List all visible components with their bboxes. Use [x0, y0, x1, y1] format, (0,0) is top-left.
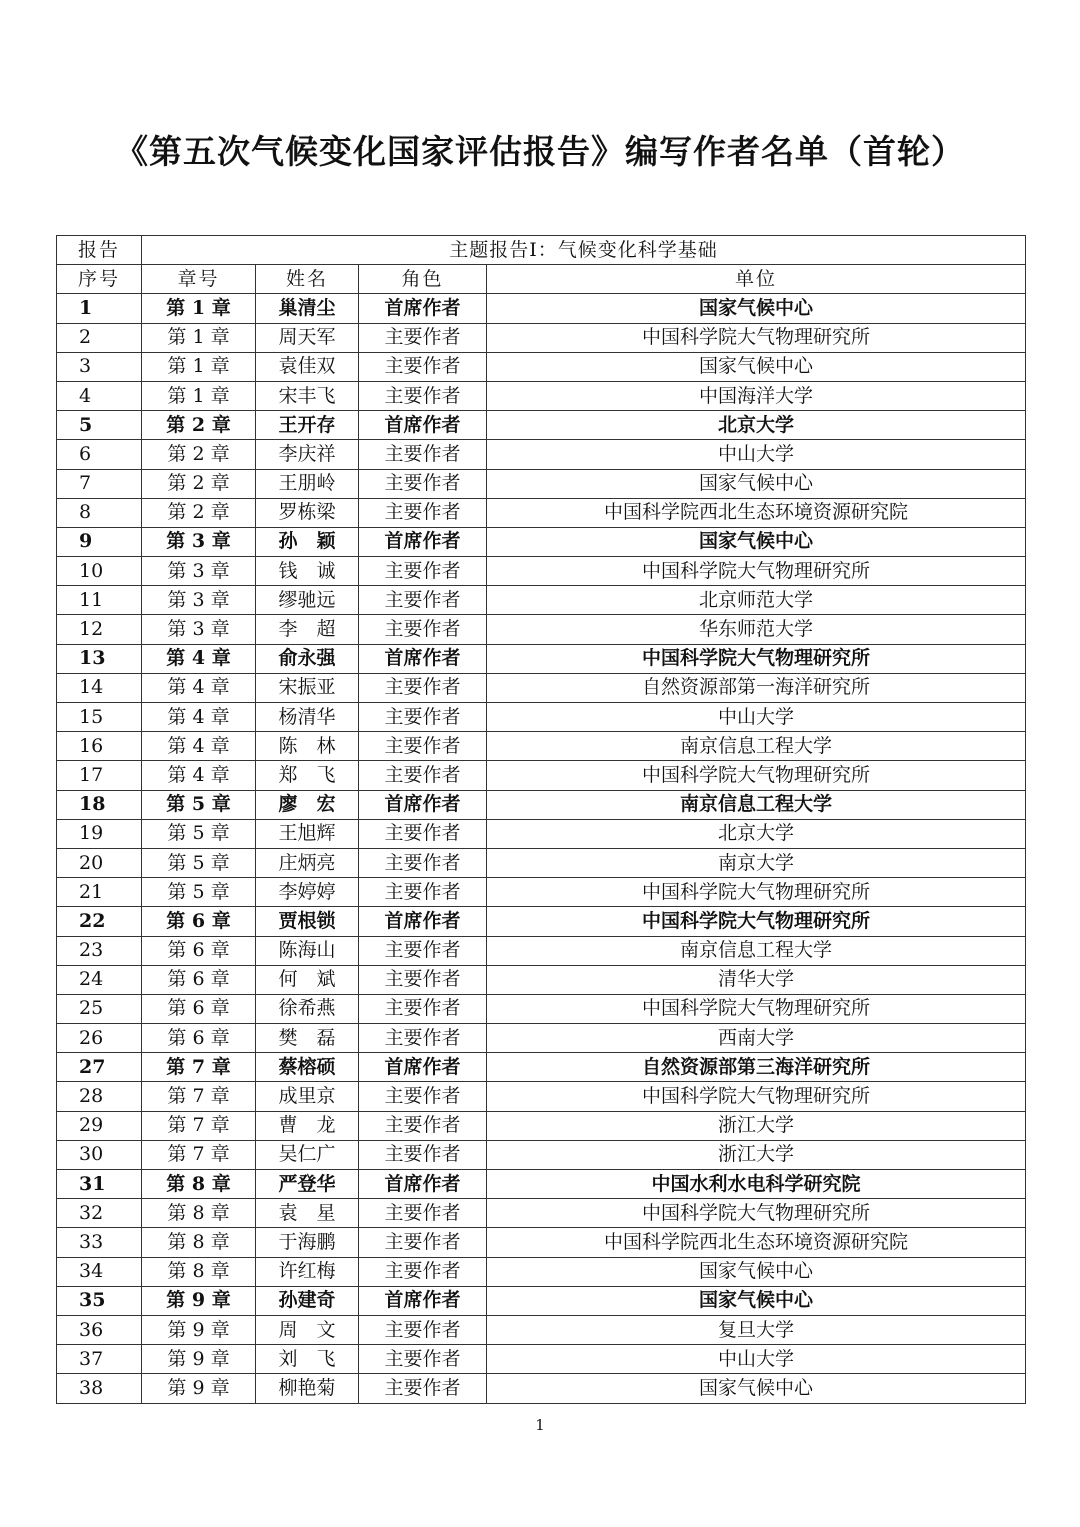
- cell-chapter: 第 5 章: [142, 819, 256, 848]
- table-row: [57, 1228, 1026, 1257]
- cell-chapter: 第 2 章: [142, 469, 256, 498]
- cell-chapter: 第 3 章: [142, 557, 256, 586]
- cell-name: 徐希燕: [256, 994, 359, 1023]
- cell-no: 1: [57, 294, 142, 323]
- cell-no: 28: [57, 1082, 142, 1111]
- cell-unit: 中国水利水电科学研究院: [487, 1170, 1026, 1199]
- cell-unit: 自然资源部第三海洋研究所: [487, 1053, 1026, 1082]
- cell-role: 首席作者: [359, 790, 487, 819]
- table-row: [57, 673, 1026, 702]
- cell-unit: 中山大学: [487, 703, 1026, 732]
- cell-no: 32: [57, 1199, 142, 1228]
- cell-unit: 清华大学: [487, 965, 1026, 994]
- cell-no: 25: [57, 994, 142, 1023]
- cell-role: 主要作者: [359, 994, 487, 1023]
- cell-role: 主要作者: [359, 323, 487, 352]
- cell-unit: 浙江大学: [487, 1111, 1026, 1140]
- table-row: [57, 615, 1026, 644]
- cell-name: 宋丰飞: [256, 381, 359, 410]
- cell-role: 主要作者: [359, 732, 487, 761]
- cell-role: 首席作者: [359, 527, 487, 556]
- cell-name: 何 斌: [256, 965, 359, 994]
- cell-chapter: 第 3 章: [142, 586, 256, 615]
- cell-no: 3: [57, 352, 142, 381]
- cell-chapter: 第 6 章: [142, 907, 256, 936]
- column-header-role: 角色: [359, 265, 487, 294]
- cell-name: 严登华: [256, 1170, 359, 1199]
- cell-role: 主要作者: [359, 936, 487, 965]
- table-row: [57, 557, 1026, 586]
- cell-no: 23: [57, 936, 142, 965]
- cell-unit: 南京信息工程大学: [487, 732, 1026, 761]
- cell-name: 陈 林: [256, 732, 359, 761]
- cell-unit: 国家气候中心: [487, 352, 1026, 381]
- cell-name: 罗栋梁: [256, 498, 359, 527]
- cell-name: 樊 磊: [256, 1024, 359, 1053]
- cell-no: 20: [57, 848, 142, 877]
- cell-name: 贾根锁: [256, 907, 359, 936]
- cell-role: 主要作者: [359, 1374, 487, 1403]
- cell-no: 27: [57, 1053, 142, 1082]
- cell-chapter: 第 9 章: [142, 1345, 256, 1374]
- author-table: [56, 235, 1026, 1404]
- cell-chapter: 第 3 章: [142, 615, 256, 644]
- cell-name: 宋振亚: [256, 673, 359, 702]
- table-row: [57, 469, 1026, 498]
- cell-role: 首席作者: [359, 907, 487, 936]
- cell-chapter: 第 6 章: [142, 994, 256, 1023]
- cell-role: 首席作者: [359, 294, 487, 323]
- report-header-row: [57, 236, 1026, 265]
- cell-name: 俞永强: [256, 644, 359, 673]
- cell-name: 周 文: [256, 1315, 359, 1344]
- column-header-unit: 单位: [487, 265, 1026, 294]
- cell-role: 主要作者: [359, 440, 487, 469]
- cell-unit: 中国科学院大气物理研究所: [487, 761, 1026, 790]
- cell-no: 30: [57, 1140, 142, 1169]
- cell-no: 14: [57, 673, 142, 702]
- table-row: [57, 703, 1026, 732]
- cell-chapter: 第 3 章: [142, 527, 256, 556]
- page-title: 《第五次气候变化国家评估报告》编写作者名单（首轮）: [115, 132, 965, 171]
- cell-no: 21: [57, 878, 142, 907]
- cell-role: 主要作者: [359, 1024, 487, 1053]
- cell-no: 37: [57, 1345, 142, 1374]
- cell-role: 主要作者: [359, 819, 487, 848]
- cell-unit: 浙江大学: [487, 1140, 1026, 1169]
- cell-chapter: 第 7 章: [142, 1140, 256, 1169]
- cell-no: 31: [57, 1170, 142, 1199]
- cell-role: 主要作者: [359, 1315, 487, 1344]
- cell-role: 主要作者: [359, 1111, 487, 1140]
- cell-role: 主要作者: [359, 1228, 487, 1257]
- cell-unit: 北京师范大学: [487, 586, 1026, 615]
- table-row: [57, 790, 1026, 819]
- cell-chapter: 第 4 章: [142, 761, 256, 790]
- table-row: [57, 994, 1026, 1023]
- table-row: [57, 323, 1026, 352]
- cell-no: 2: [57, 323, 142, 352]
- cell-unit: 中山大学: [487, 1345, 1026, 1374]
- cell-unit: 南京大学: [487, 848, 1026, 877]
- cell-unit: 中国科学院西北生态环境资源研究院: [487, 498, 1026, 527]
- table-row: [57, 1286, 1026, 1315]
- cell-no: 12: [57, 615, 142, 644]
- cell-unit: 中国科学院大气物理研究所: [487, 1199, 1026, 1228]
- cell-chapter: 第 8 章: [142, 1257, 256, 1286]
- table-row: [57, 1111, 1026, 1140]
- table-row: [57, 1140, 1026, 1169]
- table-row: [57, 586, 1026, 615]
- cell-chapter: 第 2 章: [142, 440, 256, 469]
- cell-chapter: 第 7 章: [142, 1082, 256, 1111]
- table-row: [57, 498, 1026, 527]
- cell-chapter: 第 1 章: [142, 294, 256, 323]
- cell-chapter: 第 4 章: [142, 644, 256, 673]
- cell-name: 庄炳亮: [256, 848, 359, 877]
- cell-role: 主要作者: [359, 1257, 487, 1286]
- column-header-row: [57, 265, 1026, 294]
- cell-name: 李庆祥: [256, 440, 359, 469]
- table-row: [57, 1315, 1026, 1344]
- cell-no: 18: [57, 790, 142, 819]
- cell-name: 刘 飞: [256, 1345, 359, 1374]
- cell-name: 袁 星: [256, 1199, 359, 1228]
- cell-role: 首席作者: [359, 1286, 487, 1315]
- cell-name: 吴仁广: [256, 1140, 359, 1169]
- cell-role: 主要作者: [359, 965, 487, 994]
- cell-chapter: 第 2 章: [142, 498, 256, 527]
- table-row: [57, 1170, 1026, 1199]
- cell-chapter: 第 6 章: [142, 936, 256, 965]
- cell-unit: 西南大学: [487, 1024, 1026, 1053]
- cell-name: 王开存: [256, 411, 359, 440]
- cell-no: 17: [57, 761, 142, 790]
- table-row: [57, 732, 1026, 761]
- cell-role: 主要作者: [359, 615, 487, 644]
- cell-no: 16: [57, 732, 142, 761]
- column-header-name: 姓名: [256, 265, 359, 294]
- cell-no: 13: [57, 644, 142, 673]
- cell-no: 10: [57, 557, 142, 586]
- cell-no: 11: [57, 586, 142, 615]
- cell-chapter: 第 4 章: [142, 732, 256, 761]
- table-row: [57, 294, 1026, 323]
- table-row: [57, 907, 1026, 936]
- column-header-no: 序号: [57, 265, 142, 294]
- cell-no: 15: [57, 703, 142, 732]
- table-row: [57, 440, 1026, 469]
- column-header-chapter: 章号: [142, 265, 256, 294]
- table-row: [57, 1345, 1026, 1374]
- cell-no: 36: [57, 1315, 142, 1344]
- cell-name: 成里京: [256, 1082, 359, 1111]
- cell-no: 5: [57, 411, 142, 440]
- cell-no: 35: [57, 1286, 142, 1315]
- cell-unit: 国家气候中心: [487, 1286, 1026, 1315]
- cell-no: 4: [57, 381, 142, 410]
- cell-chapter: 第 8 章: [142, 1170, 256, 1199]
- cell-chapter: 第 6 章: [142, 965, 256, 994]
- cell-unit: 中国科学院大气物理研究所: [487, 878, 1026, 907]
- cell-unit: 中国海洋大学: [487, 381, 1026, 410]
- cell-unit: 中国科学院大气物理研究所: [487, 323, 1026, 352]
- cell-role: 主要作者: [359, 586, 487, 615]
- cell-chapter: 第 7 章: [142, 1111, 256, 1140]
- table-row: [57, 527, 1026, 556]
- cell-unit: 国家气候中心: [487, 527, 1026, 556]
- table-row: [57, 411, 1026, 440]
- cell-unit: 国家气候中心: [487, 1257, 1026, 1286]
- cell-name: 李 超: [256, 615, 359, 644]
- cell-chapter: 第 9 章: [142, 1374, 256, 1403]
- cell-unit: 北京大学: [487, 819, 1026, 848]
- cell-unit: 国家气候中心: [487, 294, 1026, 323]
- report-title: 主题报告I：气候变化科学基础: [142, 236, 1026, 265]
- cell-chapter: 第 2 章: [142, 411, 256, 440]
- table-row: [57, 878, 1026, 907]
- cell-unit: 中国科学院大气物理研究所: [487, 994, 1026, 1023]
- cell-role: 主要作者: [359, 352, 487, 381]
- cell-role: 首席作者: [359, 411, 487, 440]
- cell-unit: 华东师范大学: [487, 615, 1026, 644]
- cell-unit: 中国科学院西北生态环境资源研究院: [487, 1228, 1026, 1257]
- table-row: [57, 936, 1026, 965]
- cell-unit: 北京大学: [487, 411, 1026, 440]
- cell-unit: 中国科学院大气物理研究所: [487, 557, 1026, 586]
- cell-role: 主要作者: [359, 703, 487, 732]
- cell-unit: 南京信息工程大学: [487, 936, 1026, 965]
- cell-unit: 中国科学院大气物理研究所: [487, 644, 1026, 673]
- cell-chapter: 第 4 章: [142, 703, 256, 732]
- table-row: [57, 644, 1026, 673]
- cell-name: 许红梅: [256, 1257, 359, 1286]
- cell-unit: 中山大学: [487, 440, 1026, 469]
- cell-no: 7: [57, 469, 142, 498]
- cell-chapter: 第 5 章: [142, 790, 256, 819]
- cell-no: 29: [57, 1111, 142, 1140]
- cell-name: 孙 颖: [256, 527, 359, 556]
- cell-role: 主要作者: [359, 848, 487, 877]
- cell-name: 于海鹏: [256, 1228, 359, 1257]
- cell-no: 9: [57, 527, 142, 556]
- cell-no: 38: [57, 1374, 142, 1403]
- cell-name: 陈海山: [256, 936, 359, 965]
- cell-chapter: 第 6 章: [142, 1024, 256, 1053]
- page-number: 1: [535, 1416, 545, 1434]
- cell-role: 主要作者: [359, 557, 487, 586]
- cell-name: 杨清华: [256, 703, 359, 732]
- cell-no: 33: [57, 1228, 142, 1257]
- cell-role: 主要作者: [359, 1082, 487, 1111]
- table-row: [57, 761, 1026, 790]
- cell-name: 曹 龙: [256, 1111, 359, 1140]
- cell-name: 郑 飞: [256, 761, 359, 790]
- cell-name: 孙建奇: [256, 1286, 359, 1315]
- table-row: [57, 1199, 1026, 1228]
- cell-no: 24: [57, 965, 142, 994]
- table-row: [57, 1053, 1026, 1082]
- table-row: [57, 1374, 1026, 1403]
- cell-no: 22: [57, 907, 142, 936]
- cell-chapter: 第 4 章: [142, 673, 256, 702]
- cell-name: 王旭辉: [256, 819, 359, 848]
- cell-name: 李婷婷: [256, 878, 359, 907]
- cell-unit: 中国科学院大气物理研究所: [487, 1082, 1026, 1111]
- cell-name: 蔡榕硕: [256, 1053, 359, 1082]
- cell-role: 主要作者: [359, 498, 487, 527]
- cell-chapter: 第 8 章: [142, 1228, 256, 1257]
- cell-role: 主要作者: [359, 469, 487, 498]
- cell-role: 首席作者: [359, 644, 487, 673]
- table-row: [57, 1024, 1026, 1053]
- table-row: [57, 381, 1026, 410]
- cell-role: 主要作者: [359, 878, 487, 907]
- cell-chapter: 第 7 章: [142, 1053, 256, 1082]
- cell-name: 王朋岭: [256, 469, 359, 498]
- cell-role: 主要作者: [359, 1140, 487, 1169]
- cell-role: 主要作者: [359, 1345, 487, 1374]
- cell-unit: 复旦大学: [487, 1315, 1026, 1344]
- cell-chapter: 第 8 章: [142, 1199, 256, 1228]
- cell-role: 首席作者: [359, 1053, 487, 1082]
- cell-name: 廖 宏: [256, 790, 359, 819]
- cell-chapter: 第 1 章: [142, 352, 256, 381]
- cell-no: 19: [57, 819, 142, 848]
- cell-unit: 自然资源部第一海洋研究所: [487, 673, 1026, 702]
- table-row: [57, 1082, 1026, 1111]
- cell-name: 缪驰远: [256, 586, 359, 615]
- cell-name: 巢清尘: [256, 294, 359, 323]
- cell-unit: 国家气候中心: [487, 469, 1026, 498]
- cell-unit: 国家气候中心: [487, 1374, 1026, 1403]
- cell-role: 主要作者: [359, 673, 487, 702]
- table-row: [57, 848, 1026, 877]
- cell-chapter: 第 5 章: [142, 878, 256, 907]
- cell-role: 主要作者: [359, 761, 487, 790]
- cell-name: 钱 诚: [256, 557, 359, 586]
- cell-name: 袁佳双: [256, 352, 359, 381]
- cell-chapter: 第 1 章: [142, 381, 256, 410]
- cell-unit: 南京信息工程大学: [487, 790, 1026, 819]
- cell-chapter: 第 9 章: [142, 1286, 256, 1315]
- report-label: 报告: [57, 236, 142, 265]
- cell-name: 周天军: [256, 323, 359, 352]
- table-row: [57, 965, 1026, 994]
- cell-chapter: 第 9 章: [142, 1315, 256, 1344]
- cell-no: 34: [57, 1257, 142, 1286]
- table-row: [57, 1257, 1026, 1286]
- cell-no: 26: [57, 1024, 142, 1053]
- cell-name: 柳艳菊: [256, 1374, 359, 1403]
- cell-unit: 中国科学院大气物理研究所: [487, 907, 1026, 936]
- cell-role: 首席作者: [359, 1170, 487, 1199]
- table-row: [57, 352, 1026, 381]
- cell-chapter: 第 1 章: [142, 323, 256, 352]
- cell-chapter: 第 5 章: [142, 848, 256, 877]
- cell-no: 6: [57, 440, 142, 469]
- cell-role: 主要作者: [359, 1199, 487, 1228]
- cell-role: 主要作者: [359, 381, 487, 410]
- cell-no: 8: [57, 498, 142, 527]
- table-row: [57, 819, 1026, 848]
